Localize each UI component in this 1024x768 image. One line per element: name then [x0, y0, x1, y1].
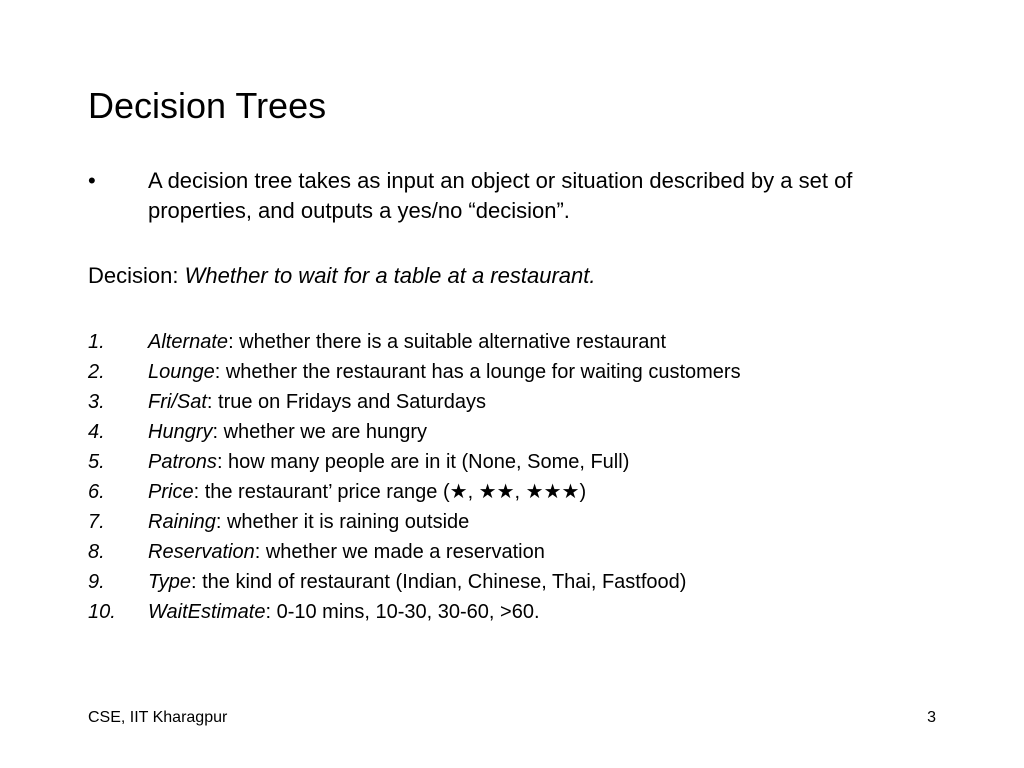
bullet-marker: • [88, 168, 96, 193]
property-number: 7. [88, 511, 105, 533]
property-description: : whether there is a suitable alternative restaurant [228, 331, 667, 353]
property-number: 8. [88, 541, 105, 563]
property-description: : the kind of restaurant (Indian, Chinese, Thai, Fastfood) [190, 571, 687, 593]
property-term: WaitEstimate [148, 601, 266, 623]
property-description: : whether the restaurant has a lounge for waiting customers [214, 361, 741, 383]
property-number: 3. [88, 391, 105, 413]
property-term: Lounge [148, 361, 215, 383]
property-description: : true on Fridays and Saturdays [206, 391, 486, 413]
property-description: : 0-10 mins, 10-30, 30-60, >60. [265, 601, 540, 623]
property-number: 10. [88, 601, 116, 623]
footer-institution: CSE, IIT Kharagpur [88, 709, 228, 726]
property-number: 1. [88, 331, 105, 353]
property-term: Raining [148, 511, 216, 533]
property-term: Patrons [148, 451, 217, 473]
bullet-point [88, 166, 928, 226]
property-number: 9. [88, 571, 105, 593]
page-number: 3 [927, 709, 936, 726]
property-number: 5. [88, 451, 105, 473]
property-term: Hungry [148, 421, 213, 443]
decision-text: Whether to wait for a table at a restaurant. [184, 263, 596, 288]
property-term: Fri/Sat [148, 391, 207, 413]
decision-statement [88, 261, 595, 291]
property-number: 6. [88, 481, 105, 503]
property-term: Type [148, 571, 191, 593]
property-term: Reservation [148, 541, 255, 563]
property-number: 2. [88, 361, 105, 383]
property-description: : whether we made a reservation [254, 541, 545, 563]
property-description: : whether it is raining outside [215, 511, 470, 533]
decision-label: Decision: [88, 263, 185, 288]
property-term: Alternate [148, 331, 229, 353]
property-description: : how many people are in it (None, Some, Full) [216, 451, 630, 473]
property-term: Price [148, 481, 194, 503]
bullet-text: A decision tree takes as input an object or situation described by a set of properties, and outputs a yes/no “decision”. [148, 168, 853, 223]
property-description: : the restaurant’ price range (★, ★★, ★★★) [193, 481, 587, 503]
property-number: 4. [88, 421, 105, 443]
property-description: : whether we are hungry [212, 421, 428, 443]
slide-title: Decision Trees [88, 85, 327, 126]
